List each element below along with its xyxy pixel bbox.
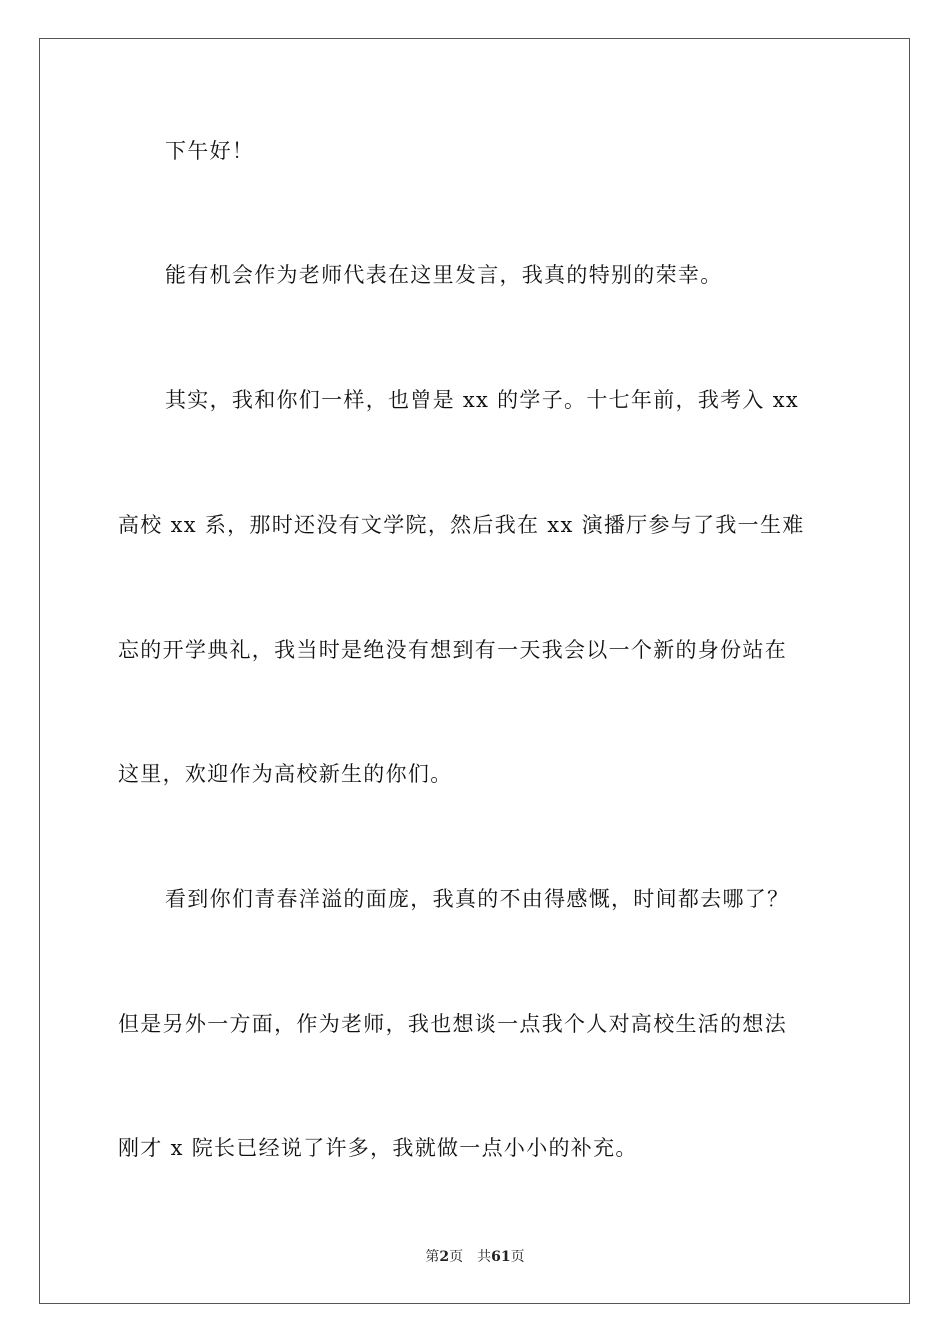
paragraph-2-line-4: 这里，欢迎作为高校新生的你们。 [118, 762, 453, 786]
total-suffix: 页 [510, 1249, 525, 1265]
paragraph-3-line-3: 刚才 x 院长已经说了许多，我就做一点小小的补充。 [118, 1136, 638, 1160]
paragraph-3-line-2: 但是另外一方面，作为老师，我也想谈一点我个人对高校生活的想法 [118, 1012, 787, 1036]
page-suffix: 页 [449, 1249, 464, 1265]
paragraph-2-line-2: 高校 xx 系，那时还没有文学院，然后我在 xx 演播厅参与了我一生难 [118, 513, 805, 537]
page-footer [0, 1247, 950, 1267]
paragraph-2-line-1: 其实，我和你们一样，也曾是 xx 的学子。十七年前，我考入 xx [165, 388, 799, 412]
total-prefix: 共 [477, 1249, 492, 1265]
paragraph-1-line-1: 能有机会作为老师代表在这里发言，我真的特别的荣幸。 [165, 263, 723, 287]
greeting-line: 下午好！ [165, 139, 255, 163]
page-number: 2 [439, 1249, 450, 1265]
page-prefix: 第 [425, 1249, 440, 1265]
paragraph-2-line-3: 忘的开学典礼，我当时是绝没有想到有一天我会以一个新的身份站在 [118, 638, 787, 662]
page-border [39, 38, 910, 1304]
paragraph-3-line-1: 看到你们青春洋溢的面庞，我真的不由得感慨，时间都去哪了？ [165, 887, 790, 911]
total-pages: 61 [491, 1249, 511, 1265]
